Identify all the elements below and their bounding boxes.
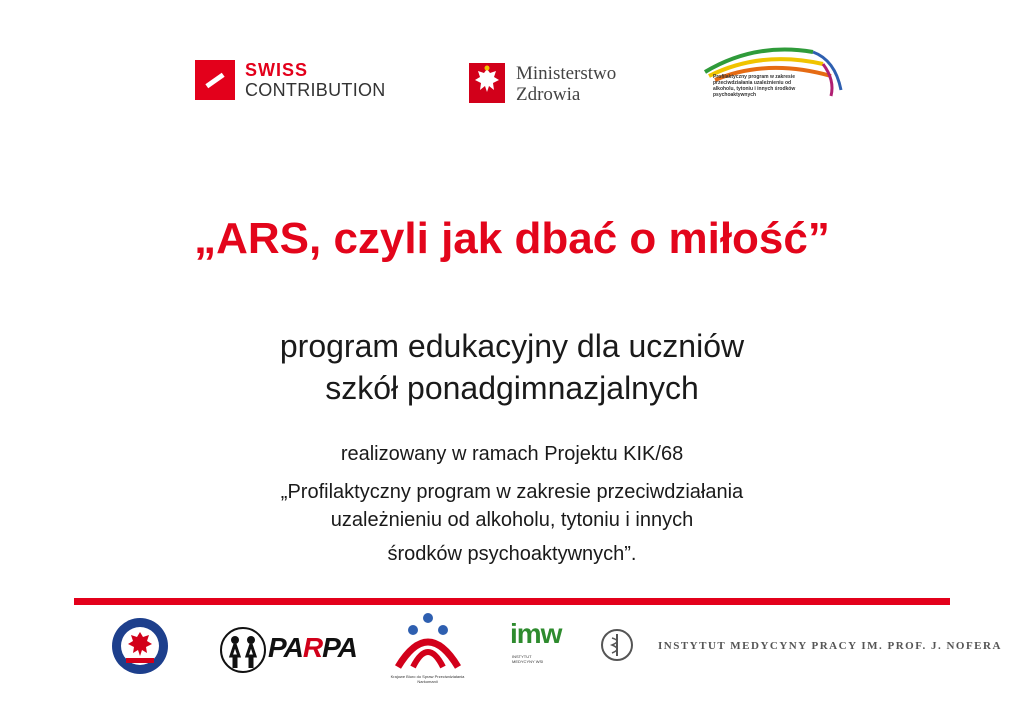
- description-line-1: realizowany w ramach Projektu KIK/68: [340, 443, 684, 465]
- kbps-logo-text: Krajowe Biuro do Spraw Przeciwdziałania Narkomanii: [390, 674, 465, 684]
- program-logo: [695, 40, 845, 110]
- imw-logo-small-text: INSTYTUT MEDYCYNY WSI: [512, 654, 544, 664]
- swiss-logo-line2: CONTRIBUTION: [245, 80, 386, 100]
- page-title: „ARS, czyli jak dbać o miłość”: [194, 214, 830, 263]
- swiss-logo-line1: SWISS: [245, 60, 309, 80]
- kbps-figures-icon: [393, 612, 463, 672]
- parpa-text-part: PA: [322, 632, 357, 663]
- kbps-logo: [385, 612, 470, 687]
- ministry-logo-line1: Ministerstwo: [516, 63, 617, 84]
- parpa-text-part: PA: [268, 632, 303, 663]
- parpa-figures-icon: [220, 624, 266, 676]
- medical-caduceus-icon: [600, 628, 634, 662]
- nofer-institute-logo: [600, 628, 1002, 668]
- description-line-2: „Profilaktyczny program w zakresie przeciwdziałania: [280, 481, 744, 503]
- polish-eagle-crest-icon: [468, 62, 506, 104]
- subtitle-line-2: szkół ponadgimnazjalnych: [325, 370, 699, 406]
- ministry-of-health-logo: [468, 62, 648, 106]
- program-logo-text: Profilaktyczny program w zakresie przeciwdziałania uzależnieniu od alkoholu, tytoniu i innych środków psychoaktywnych: [713, 74, 796, 98]
- imw-logo: [508, 618, 578, 678]
- swiss-contribution-logo: [195, 60, 400, 100]
- parpa-logo: [220, 624, 360, 676]
- nofer-institute-text: INSTYTUT MEDYCYNY PRACY IM. PROF. J. NOFERA: [658, 640, 1002, 652]
- imw-logo-text: imw: [510, 618, 562, 649]
- divider-line: [74, 598, 950, 605]
- ministry-logo-line2: Zdrowia: [516, 84, 581, 105]
- subtitle-line-1: program edukacyjny dla uczniów: [279, 328, 745, 364]
- parpa-text-r: R: [302, 632, 323, 663]
- swiss-flag-icon: [195, 60, 235, 100]
- description-line-3: uzależnieniu od alkoholu, tytoniu i innych: [330, 509, 694, 531]
- description-line-4: środków psychoaktywnych”.: [387, 543, 637, 565]
- sanepid-emblem-icon: [110, 616, 170, 676]
- parpa-logo-text: [268, 632, 357, 664]
